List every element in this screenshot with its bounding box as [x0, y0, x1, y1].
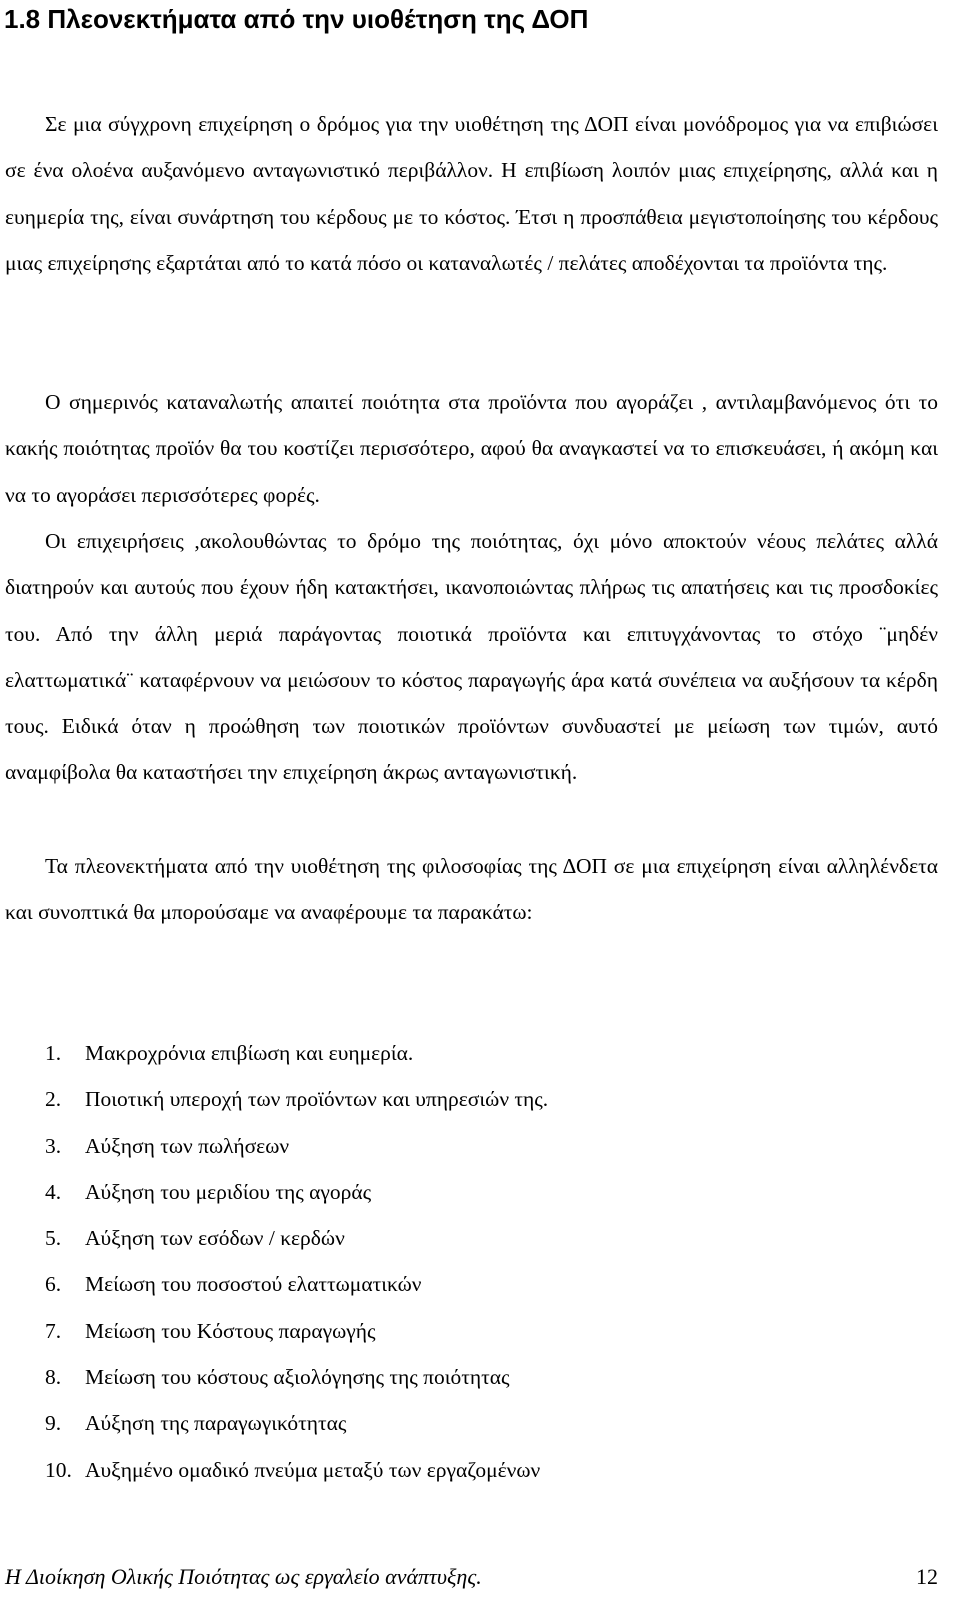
- list-item-text: Μείωση του ποσοστού ελαττωματικών: [85, 1272, 422, 1297]
- list-item: [45, 1030, 548, 1076]
- footer-title: Η Διοίκηση Ολικής Ποιότητας ως εργαλείο ανάπτυξης.: [5, 1564, 482, 1589]
- list-item-number: 4.: [45, 1179, 62, 1204]
- list-item: [45, 1123, 548, 1169]
- page-footer: [5, 1561, 938, 1593]
- paragraph-consumer: Ο σημερινός καταναλωτής απαιτεί ποιότητα στα προϊόντα που αγοράζει , αντιλαμβανόμενος ότι το κακής ποιότητας προϊόν θα του κοστίζει περισσότερο, αφού θα αναγκαστεί να το επισκευάσει, ή ακόμη και να το αγοράσει περισσότερες φορές.: [5, 390, 938, 507]
- list-item: [45, 1400, 548, 1446]
- list-item-text: Αύξηση των πωλήσεων: [85, 1133, 290, 1158]
- list-item-number: 8.: [45, 1365, 62, 1390]
- page-number: 12: [916, 1564, 938, 1589]
- list-item-text: Μακροχρόνια επιβίωση και ευημερία.: [85, 1041, 414, 1065]
- list-item-number: 2.: [45, 1087, 62, 1112]
- list-item-number: 1.: [45, 1041, 62, 1065]
- list-item: [45, 1261, 548, 1307]
- list-item-text: Αύξηση του μεριδίου της αγοράς: [85, 1179, 372, 1204]
- list-item: [45, 1169, 548, 1215]
- paragraph-intro: Σε μια σύγχρονη επιχείρηση ο δρόμος για την υιοθέτηση της ΔΟΠ είναι μονόδρομος για να επιβιώσει σε ένα ολοένα αυξανόμενο ανταγωνιστικό περιβάλλον. Η επιβίωση λοιπόν μιας επιχείρησης, αλλά και η ευημερία της, είναι συνάρτηση του κέρδους με το κόστος. Έτσι η προσπάθεια μεγιστοποίησης του κέρδους μιας επιχείρησης εξαρτάται από το κατά πόσο οι καταναλωτές / πελάτες αποδέχονται τα προϊόντα της.: [5, 112, 938, 275]
- list-item-number: 5.: [45, 1226, 62, 1251]
- list-item-text: Αυξημένο ομαδικό πνεύμα μεταξύ των εργαζομένων: [85, 1457, 541, 1482]
- list-item-number: 3.: [45, 1133, 62, 1158]
- paragraph-advantages-intro: Τα πλεονεκτήματα από την υιοθέτηση της φιλοσοφίας της ΔΟΠ σε μια επιχείρηση είναι αλληλένδετα και συνοπτικά θα μπορούσαμε να αναφέρουμε τα παρακάτω:: [5, 854, 938, 925]
- list-item-number: 7.: [45, 1318, 62, 1343]
- list-item-number: 9.: [45, 1411, 62, 1436]
- list-item: [45, 1447, 548, 1493]
- section-heading: 1.8 Πλεονεκτήματα από την υιοθέτηση της ΔΟΠ: [4, 4, 589, 34]
- list-item: [45, 1076, 548, 1122]
- list-item-text: Αύξηση των εσόδων / κερδών: [85, 1226, 345, 1251]
- list-item-text: Μείωση του κόστους αξιολόγησης της ποιότητας: [85, 1365, 510, 1390]
- benefits-list: [45, 1030, 548, 1493]
- list-item-text: Ποιοτική υπεροχή των προϊόντων και υπηρεσιών της.: [85, 1087, 549, 1112]
- list-item: [45, 1308, 548, 1354]
- list-item-number: 6.: [45, 1272, 62, 1297]
- list-item-number: 10.: [45, 1457, 72, 1482]
- list-item-text: Μείωση του Κόστους παραγωγής: [85, 1318, 376, 1343]
- paragraph-businesses: Οι επιχειρήσεις ,ακολουθώντας το δρόμο της ποιότητας, όχι μόνο αποκτούν νέους πελάτες αλλά διατηρούν και αυτούς που έχουν ήδη κατακτήσει, ικανοποιώντας πλήρως τις απατήσεις και τις προσδοκίες του. Από την άλλη μεριά παράγοντας ποιοτικά προϊόντα και επιτυγχάνοντας το στόχο ¨μηδέν ελαττωματικά¨ καταφέρνουν να μειώσουν το κόστος παραγωγής άρα κατά συνέπεια να αυξήσουν τα κέρδη τους. Ειδικά όταν η προώθηση των ποιοτικών προϊόντων συνδυαστεί με μείωση των τιμών, αυτό αναμφίβολα θα καταστήσει την επιχείρηση άκρως ανταγωνιστική.: [5, 529, 938, 785]
- list-item-text: Αύξηση της παραγωγικότητας: [85, 1411, 347, 1436]
- list-item: [45, 1215, 548, 1261]
- list-item: [45, 1354, 548, 1400]
